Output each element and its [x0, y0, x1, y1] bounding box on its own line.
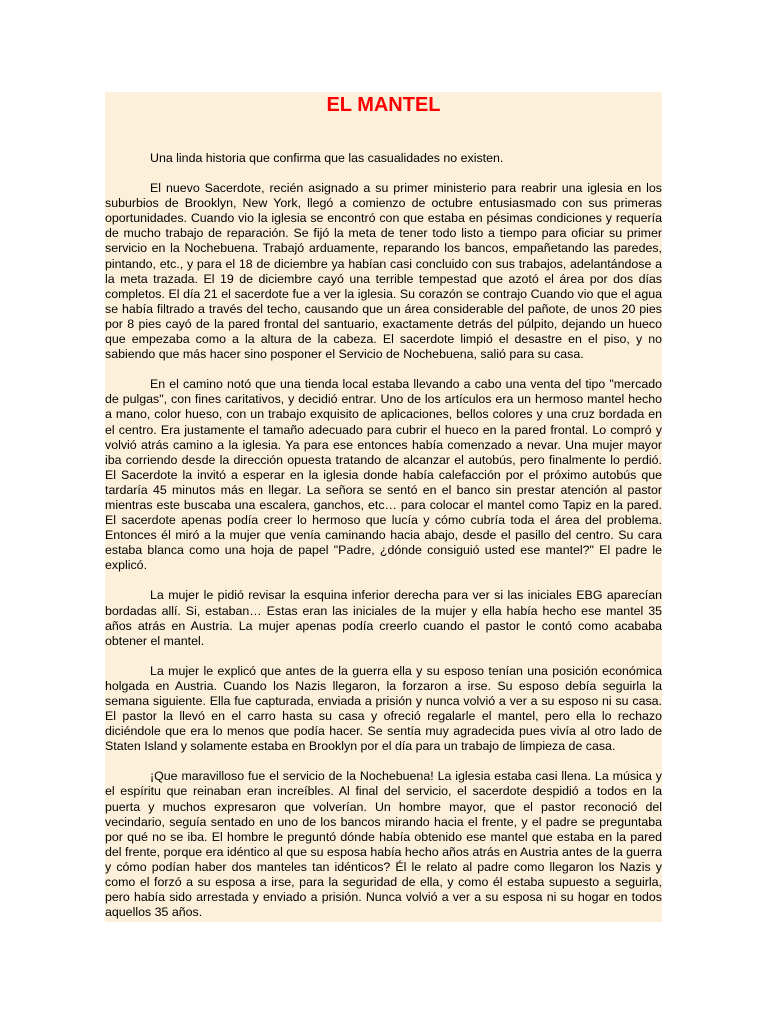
- paragraph: El nuevo Sacerdote, recién asignado a su primer ministerio para reabrir una iglesia en los suburbios de Brooklyn, New York, llegó a comienzo de octubre entusiasmado con sus primeras oportunidades. Cuando vio la iglesia se encontró con que estaba en pésimas condiciones y requería de mucho trabajo de reparación. Se fijó la meta de tener todo listo a tiempo para oficiar su primer servicio en la Nochebuena. Trabajó arduamente, reparando los bancos, empañetando las paredes, pintando, etc., y para el 18 de diciembre ya habían casi concluido con sus trabajos, adelantándose a la meta trazada. El 19 de diciembre cayó una terrible tempestad que azotó el área por dos días completos. El día 21 el sacerdote fue a ver la iglesia. Su corazón se contrajo Cuando vio que el agua se había filtrado a través del techo, causando que un área considerable del pañote, de unos 20 pies por 8 pies cayó de la pared frontal del santuario, exactamente detrás del púlpito, dejando un hueco que empezaba como a la altura de la cabeza. El sacerdote limpió el desastre en el piso, y no sabiendo que más hacer sino posponer el Servicio de Nochebuena, salió para su casa.: [105, 181, 662, 362]
- document-title: EL MANTEL: [326, 94, 441, 116]
- paragraph-intro: Una linda historia que confirma que las casualidades no existen.: [150, 151, 504, 165]
- paragraph: La mujer le pidió revisar la esquina inferior derecha para ver si las iniciales EBG aparecían bordadas allí. Si, estaban… Estas eran las iniciales de la mujer y ella había hecho ese mantel 35 años atrás en Austria. La mujer apenas podía creerlo cuando el pastor le contó como acababa obtener el mantel.: [105, 588, 662, 648]
- paragraph: La mujer le explicó que antes de la guerra ella y su esposo tenían una posición económica holgada en Austria. Cuando los Nazis llegaron, la forzaron a irse. Su esposo debía seguirla la semana siguiente. Ella fue capturada, enviada a prisión y nunca volvió a ver a su esposo ni su casa. El pastor la llevó en el carro hasta su casa y ofreció regalarle el mantel, pero ella lo rechazo diciéndole que era lo menos que podía hacer. Se sentía muy agradecida pues vivía al otro lado de Staten Island y solamente estaba en Brooklyn por el día para un trabajo de limpieza de casa.: [105, 663, 662, 754]
- document-page: [105, 92, 662, 922]
- paragraph: ¡Que maravilloso fue el servicio de la Nochebuena! La iglesia estaba casi llena. La música y el espíritu que reinaban eran increíbles. Al final del servicio, el sacerdote despidió a todos en la puerta y muchos expresaron que volverían. Un hombre mayor, que el pastor reconoció del vecindario, seguía sentado en uno de los bancos mirando hacia el frente, y el padre se preguntaba por qué no se iba. El hombre le preguntó dónde había obtenido ese mantel que estaba en la pared del frente, porque era idéntico al que su esposa había hecho años atrás en Austria antes de la guerra y cómo podían haber dos manteles tan idénticos? Él le relato al padre como llegaron los Nazis y como el forzó a su esposa a irse, para la seguridad de ella, y como él estaba supuesto a seguirla, pero había sido arrestada y enviado a prisión. Nunca volvió a ver a su esposa ni su hogar en todos aquellos 35 años.: [105, 769, 662, 920]
- paragraph: En el camino notó que una tienda local estaba llevando a cabo una venta del tipo "mercado de pulgas", con fines caritativos, y decidió entrar. Uno de los artículos era un hermoso mantel hecho a mano, color hueso, con un trabajo exquisito de aplicaciones, bellos colores y una cruz bordada en el centro. Era justamente el tamaño adecuado para cubrir el hueco en la pared frontal. Lo compró y volvió atrás camino a la iglesia. Ya para ese entonces había comenzado a nevar. Una mujer mayor iba corriendo desde la dirección opuesta tratando de alcanzar el autobús, pero finalmente lo perdió. El Sacerdote la invitó a esperar en la iglesia donde había calefacción por el próximo autobús que tardaría 45 minutos más en llegar. La señora se sentó en el banco sin prestar atención al pastor mientras este buscaba una escalera, ganchos, etc… para colocar el mantel como Tapiz en la pared. El sacerdote apenas podía creer lo hermoso que lucía y cómo cubría toda el área del problema. Entonces él miró a la mujer que venía caminando hacia abajo, desde el pasillo del centro. Su cara estaba blanca como una hoja de papel "Padre, ¿dónde consiguió usted ese mantel?" El padre le explicó.: [105, 377, 662, 573]
- document-body: [105, 151, 662, 935]
